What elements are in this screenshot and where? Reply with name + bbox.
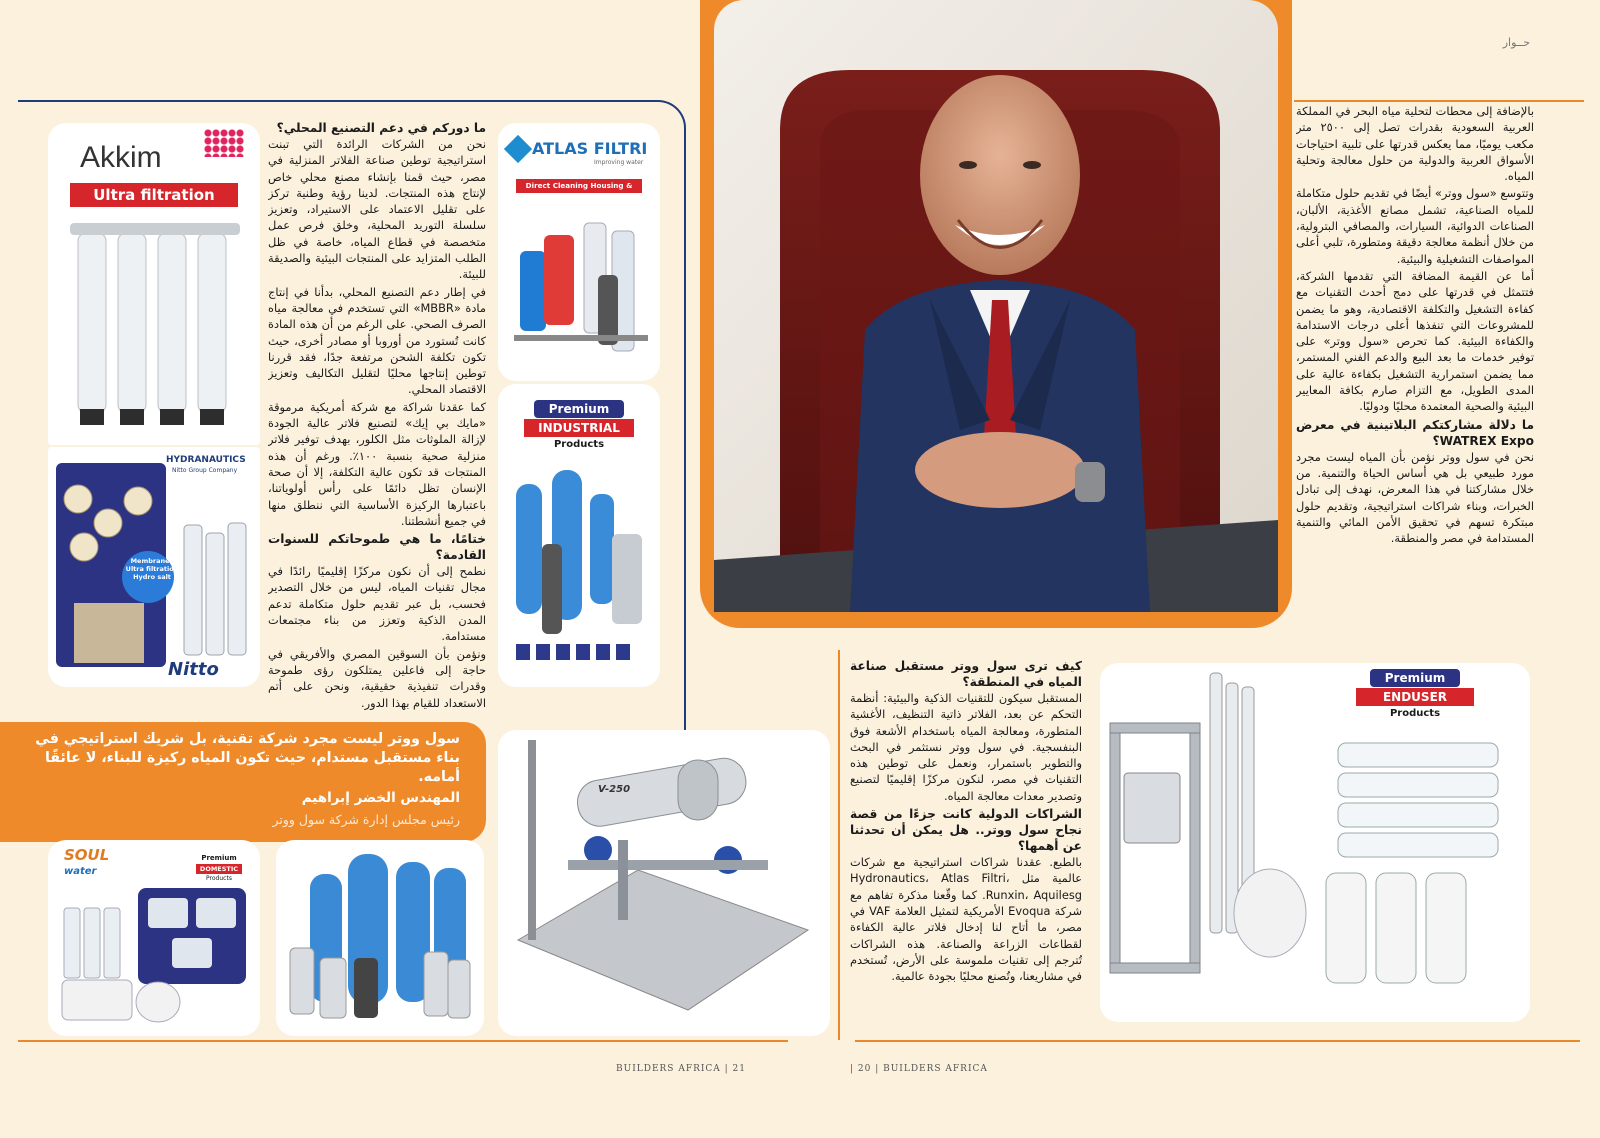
right-page-frame-top [1294,100,1584,102]
question-future: كيف ترى سول ووتر مستقبل صناعة المياه في المنطقة؟ [850,659,1082,689]
ro-system-illustration [1100,663,1530,1022]
center-frame-line [838,650,840,1040]
uv-system-ad [498,730,830,1036]
membrane-badge: Membranes Ultra filtration Hydro salt [125,557,179,581]
pull-quote-box [0,722,486,842]
soul-domestic-ad [48,840,260,1036]
bottom-frame-line-right [855,1040,1580,1042]
atlas-tagline: Direct Cleaning Housing & Filter [516,179,642,193]
domestic-label: DOMESTIC [196,864,242,874]
enduser-products: Products [1389,708,1441,719]
question-local-manufacturing: ما دوركم في دعم التصنيع المحلي؟ [276,121,486,135]
portrait-illustration [700,0,1292,628]
industrial-products: Products [553,439,605,450]
pull-quote-role: رئيس مجلس إدارة شركة سول ووتر [272,812,460,827]
enduser-label: ENDUSER [1356,688,1474,706]
hydranautics-logo: HYDRANAUTICS [166,455,246,465]
answer-local-3: كما عقدنا شراكة مع شركة أمريكية مرموقة «مايك بي إيك» لتصنيع فلاتر عالية الجودة لإزالة الملوثات مثل الكلور، بهدف توفير فلاتر منزلية صحية بنسبة ١٠٠٪. ورغم أن هذه المنتجات قد تكون عالية التكلفة، إلا أن صحة الإنسان تظل دائمًا على رأس أولوياتنا، باعتبارها الركيزة الأساسية التي ننطلق منها في جميع أنشطتنا. [268,399,486,528]
industrial-vessels-illustration [512,464,648,674]
enduser-ad [1100,663,1530,1022]
soul-logo [64,848,109,879]
domestic-filters-illustration [58,884,252,1028]
interview-photo [700,0,1292,628]
footer-left-page: BUILDERS AFRICA | 21 [616,1064,746,1074]
answer-future: المستقبل سيكون للتقنيات الذكية والبيئية: أنظمة التحكم عن بعد، الفلاتر ذاتية التنظيف، الأغشية المتطورة، ومعالجة المياه باستخدام الأشعة فوق البنفسجية. في سول ووتر نستثمر في البحث والتطوير باستمرار، ونعمل على توطين هذه التقنيات في مصر، لنكون مركزًا إقليميًا لتصنيع وتصدير معدات معالجة المياه. [850,691,1082,803]
answer-ambitions-1: نطمح إلى أن نكون مركزًا إقليميًا رائدًا في مجال تقنيات المياه، ليس من خلال التصدير فحسب، بل عبر تقديم حلول متكاملة تدعم المدن الذكية وتعزز من بناء مجتمعات مستدامة. [268,564,486,644]
akkim-tagline: Ultra filtration [70,183,238,207]
atlas-logo: ATLAS FILTRI [532,139,648,158]
article-column-left [268,118,486,710]
question-ambitions: ختامًا، ما هي طموحاتكم للسنوات القادمة؟ [268,532,486,563]
answer-partnerships: بالطبع. عقدنا شراكات استراتيجية مع شركات عالمية مثل Hydronautics، Atlas Filtri، Runxin، Aquilesg. كما وقّعنا مذكرة تفاهم مع شركة Evoqua الأمريكية لتمثيل العلامة VAF في مصر، ما أتاح لنا إدخال فلاتر عالية الكفاءة لقطاعات الزراعة والصناعة. هذه الشراكات تُترجم إلى تقنيات ملموسة على الأرض، تُستخدم في مشاريعنا، وتُصنع محليًا بجودة عالمية. [850,855,1082,984]
article-column-middle [850,656,1082,1038]
question-watrex: ما دلالة مشاركتكم البلاتينية في معرض WATREX Expo؟ [1296,417,1534,448]
intro-paragraph-3: أما عن القيمة المضافة التي تقدمها الشركة، فتتمثل في قدرتها على دمج أحدث التقنيات مع كفاءة التشغيل والتكلفة الاقتصادية، وهو ما يضمن للمشروعات التي تنفذها أعلى درجات الاستدامة والكفاءة البيئية. كما تحرص «سول ووتر» على توفير خدمات ما بعد البيع والدعم الفني المستمر، مما يضمن استمرارية التشغيل بكفاءة عالية على المدى الطويل، مع التزام صارم بكافة المعايير البيئية والصحية المعتمدة محليًا ودوليًا. [1296,268,1534,414]
akkim-dots-icon [204,129,244,157]
answer-ambitions-2: ونؤمن بأن السوقين المصري والأفريقي في حاجة إلى فاعلين يمتلكون رؤى طموحة وقدرات تنفيذية حقيقية، ونحن على أتم الاستعداد للقيام بهذا الدور. [268,646,486,710]
soul-logo-word: SOUL [64,846,110,864]
akkim-logo: Akkim [80,141,162,174]
filter-housings-illustration [514,205,648,369]
pull-quote-text: سول ووتر ليست مجرد شركة تقنية، بل شريك استراتيجي في بناء مستقبل مستدام، حيث تكون المياه ركيزة للبناء، لا عائقًا أمامه. [35,731,460,785]
vessels-illustration [284,848,476,1028]
nitto-logo: Nitto [168,659,219,680]
intro-paragraph-2: وتتوسع «سول ووتر» أيضًا في تقديم حلول متكاملة للمياه الصناعية، تشمل مصانع الأغذية، الألبان، الصناعات الدوائية، السيارات، والمصافي البترولية، من خلال أنظمة معالجة دقيقة ومتطورة، تلبي أعلى المواصفات التشغيلية والبيئية. [1296,186,1534,266]
industrial-premium: Premium [534,400,624,418]
uf-modules-illustration [70,219,240,431]
domestic-premium: Premium [201,854,237,862]
intro-paragraph-1: بالإضافة إلى محطات لتحلية مياه البحر في المملكة العربية السعودية بقدرات تصل إلى ٢٥٠٠ متر مكعب يوميًا، مما يعكس قدرتها على تلبية احتياجات الأسواق العربية والدولية من حلول معالجة وتحلية المياه. [1296,104,1534,184]
atlas-subtitle: Improving water [594,159,644,166]
question-partnerships: الشراكات الدولية كانت جزءًا من قصة نجاح سول ووتر.. هل يمكن أن تحدثنا عن أهمها؟ [850,807,1082,854]
section-label: حــوار [1502,36,1530,49]
enduser-premium: Premium [1370,669,1460,687]
akkim-ad [48,123,260,445]
domestic-products: Products [206,875,232,882]
answer-watrex: نحن في سول ووتر نؤمن بأن المياه ليست مجرد مورد طبيعي بل هي أساس الحياة والتنمية. من خلال مشاركتنا في هذا المعرض، نهدف إلى تبادل الخبرات، وبناء شراكات استراتيجية، وتقديم حلول مبتكرة تسهم في تحقيق الأمن المائي والتنمية المستدامة في مصر والمنطقة. [1296,449,1534,546]
hydranautics-sub: Nitto Group Company [172,467,238,474]
industrial-label: INDUSTRIAL [524,419,634,437]
footer-right-page: | 20 | BUILDERS AFRICA [850,1064,988,1074]
atlas-diamond-icon [504,135,532,163]
hydranautics-ad [48,447,260,687]
article-column-right [1296,103,1534,643]
atlas-filtri-ad [498,123,660,381]
bottom-frame-line-left [18,1040,788,1042]
soul-logo-sub: water [64,866,97,877]
vessels-ad [276,840,484,1036]
uv-skid-illustration [508,740,820,1026]
industrial-ad [498,384,660,687]
pull-quote-name: المهندس الخضر إبراهيم [301,790,460,806]
answer-local-1: نحن من الشركات الرائدة التي تبنت استراتيجية توطين صناعة الفلاتر المنزلية في مصر، حيث قمنا بإنشاء مصنع محلي خاص لإنتاج هذه المنتجات. لدينا رؤية وطنية تركز على تقليل الاعتماد على الاستيراد، وتعزيز سلسلة التوريد المحلية، وخلق فرص عمل متخصصة في قطاع المياه، خاصة في ظل الطلب المتزايد على المنتجات البيئية والصديقة للبيئة. [268,137,486,282]
answer-local-2: في إطار دعم التصنيع المحلي، بدأنا في إنتاج مادة «MBBR» التي تستخدم في معالجة مياه الصرف الصحي. على الرغم من أن هذه المادة كانت تُستورد من أوروبا أو مصادر أخرى، حيث تكون تكلفة الشحن مرتفعة جدًا، فقد قررنا توطين إنتاجها محليًا لتقليل التكاليف وتعزيز الاقتصاد المحلي. [268,284,486,397]
uv-model-label: V-250 [598,784,631,795]
